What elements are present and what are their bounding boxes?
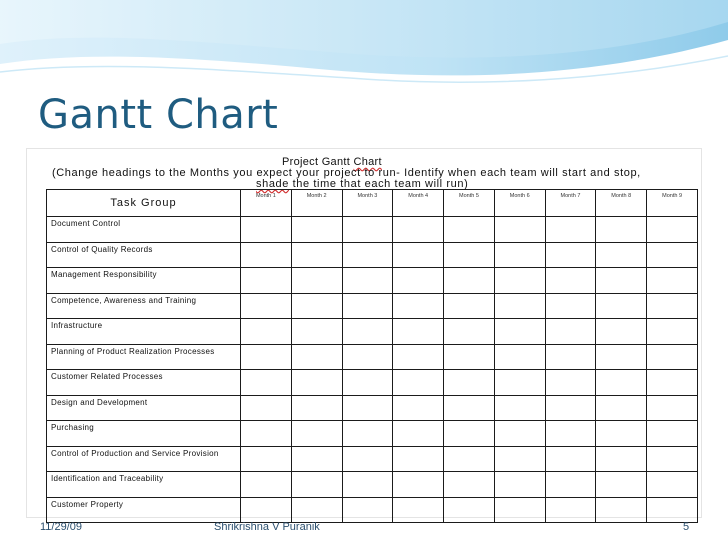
timeline-cell[interactable] xyxy=(545,472,596,498)
timeline-cell[interactable] xyxy=(494,242,545,268)
timeline-cell[interactable] xyxy=(596,217,647,243)
timeline-cell[interactable] xyxy=(647,395,698,421)
timeline-cell[interactable] xyxy=(342,344,393,370)
timeline-cell[interactable] xyxy=(342,446,393,472)
timeline-cell[interactable] xyxy=(596,242,647,268)
task-name: Customer Property xyxy=(47,497,241,523)
timeline-cell[interactable] xyxy=(241,268,292,294)
timeline-cell[interactable] xyxy=(241,497,292,523)
task-name: Purchasing xyxy=(47,421,241,447)
task-row xyxy=(47,370,698,396)
timeline-cell[interactable] xyxy=(647,497,698,523)
timeline-cell[interactable] xyxy=(342,319,393,345)
timeline-cell[interactable] xyxy=(596,344,647,370)
task-name: Competence, Awareness and Training xyxy=(47,293,241,319)
timeline-cell[interactable] xyxy=(444,293,495,319)
task-row xyxy=(47,497,698,523)
timeline-cell[interactable] xyxy=(494,446,545,472)
timeline-cell[interactable] xyxy=(393,268,444,294)
timeline-cell[interactable] xyxy=(494,395,545,421)
timeline-cell[interactable] xyxy=(393,319,444,345)
timeline-cell[interactable] xyxy=(647,370,698,396)
month-header: Month 8 xyxy=(596,190,647,217)
decorative-wave-header xyxy=(0,0,728,92)
timeline-cell[interactable] xyxy=(647,446,698,472)
task-row xyxy=(47,319,698,345)
task-row xyxy=(47,472,698,498)
footer-date: 11/29/09 xyxy=(40,521,83,533)
timeline-cell[interactable] xyxy=(494,217,545,243)
instruction-line-1: (Change headings to the Months you expect your project to run- Identify when each team will start and stop, xyxy=(52,167,641,179)
slide-title: Gantt Chart xyxy=(38,92,279,138)
timeline-cell[interactable] xyxy=(342,472,393,498)
timeline-cell[interactable] xyxy=(241,242,292,268)
sheet-title-prefix: Project Gantt xyxy=(282,156,354,168)
instruction-line-2-rest: the time that each team will run) xyxy=(288,178,469,190)
task-row xyxy=(47,217,698,243)
timeline-cell[interactable] xyxy=(393,497,444,523)
timeline-cell[interactable] xyxy=(393,217,444,243)
task-name: Identification and Traceability xyxy=(47,472,241,498)
footer-author: Shrikrishna V Puranik xyxy=(214,521,320,533)
task-name: Customer Related Processes xyxy=(47,370,241,396)
timeline-cell[interactable] xyxy=(444,319,495,345)
sheet-title-word: Chart xyxy=(353,156,382,168)
timeline-cell[interactable] xyxy=(291,217,342,243)
task-row xyxy=(47,242,698,268)
timeline-cell[interactable] xyxy=(342,370,393,396)
timeline-cell[interactable] xyxy=(342,395,393,421)
timeline-cell[interactable] xyxy=(291,395,342,421)
timeline-cell[interactable] xyxy=(647,293,698,319)
timeline-cell[interactable] xyxy=(647,217,698,243)
timeline-cell[interactable] xyxy=(494,319,545,345)
task-name: Management Responsibility xyxy=(47,268,241,294)
month-header: Month 5 xyxy=(444,190,495,217)
timeline-cell[interactable] xyxy=(545,370,596,396)
timeline-cell[interactable] xyxy=(444,268,495,294)
timeline-cell[interactable] xyxy=(596,395,647,421)
task-group-header: Task Group xyxy=(47,190,241,217)
timeline-cell[interactable] xyxy=(241,293,292,319)
timeline-cell[interactable] xyxy=(647,319,698,345)
gantt-body xyxy=(47,217,698,523)
month-header: Month 6 xyxy=(494,190,545,217)
month-header: Month 4 xyxy=(393,190,444,217)
timeline-cell[interactable] xyxy=(393,242,444,268)
timeline-cell[interactable] xyxy=(545,395,596,421)
task-name: Control of Quality Records xyxy=(47,242,241,268)
timeline-cell[interactable] xyxy=(545,344,596,370)
task-name: Planning of Product Realization Processes xyxy=(47,344,241,370)
timeline-cell[interactable] xyxy=(494,421,545,447)
month-header: Month 7 xyxy=(545,190,596,217)
timeline-cell[interactable] xyxy=(342,497,393,523)
task-name: Infrastructure xyxy=(47,319,241,345)
timeline-cell[interactable] xyxy=(241,319,292,345)
timeline-cell[interactable] xyxy=(291,497,342,523)
timeline-cell[interactable] xyxy=(291,293,342,319)
timeline-cell[interactable] xyxy=(444,472,495,498)
timeline-cell[interactable] xyxy=(444,344,495,370)
timeline-cell[interactable] xyxy=(494,497,545,523)
timeline-cell[interactable] xyxy=(494,293,545,319)
timeline-cell[interactable] xyxy=(494,344,545,370)
footer-page-number: 5 xyxy=(683,521,690,533)
timeline-cell[interactable] xyxy=(241,217,292,243)
timeline-cell[interactable] xyxy=(342,421,393,447)
timeline-cell[interactable] xyxy=(444,242,495,268)
timeline-cell[interactable] xyxy=(291,472,342,498)
timeline-cell[interactable] xyxy=(291,344,342,370)
timeline-cell[interactable] xyxy=(393,395,444,421)
timeline-cell[interactable] xyxy=(545,293,596,319)
timeline-cell[interactable] xyxy=(444,421,495,447)
timeline-cell[interactable] xyxy=(647,344,698,370)
timeline-cell[interactable] xyxy=(342,293,393,319)
timeline-cell[interactable] xyxy=(494,268,545,294)
timeline-cell[interactable] xyxy=(545,446,596,472)
task-row xyxy=(47,344,698,370)
task-row xyxy=(47,446,698,472)
timeline-cell[interactable] xyxy=(494,370,545,396)
timeline-cell[interactable] xyxy=(596,319,647,345)
gantt-header-row xyxy=(47,190,698,217)
timeline-cell[interactable] xyxy=(596,497,647,523)
month-header: Month 3 xyxy=(342,190,393,217)
timeline-cell[interactable] xyxy=(291,421,342,447)
timeline-cell[interactable] xyxy=(241,395,292,421)
timeline-cell[interactable] xyxy=(545,268,596,294)
timeline-cell[interactable] xyxy=(545,217,596,243)
timeline-cell[interactable] xyxy=(596,472,647,498)
timeline-cell[interactable] xyxy=(444,446,495,472)
timeline-cell[interactable] xyxy=(241,421,292,447)
timeline-cell[interactable] xyxy=(241,472,292,498)
task-row xyxy=(47,268,698,294)
timeline-cell[interactable] xyxy=(545,242,596,268)
task-row xyxy=(47,421,698,447)
month-header: Month 9 xyxy=(647,190,698,217)
timeline-cell[interactable] xyxy=(342,217,393,243)
timeline-cell[interactable] xyxy=(545,421,596,447)
timeline-cell[interactable] xyxy=(545,497,596,523)
task-name: Design and Development xyxy=(47,395,241,421)
timeline-cell[interactable] xyxy=(393,370,444,396)
timeline-cell[interactable] xyxy=(241,370,292,396)
timeline-cell[interactable] xyxy=(393,421,444,447)
timeline-cell[interactable] xyxy=(291,319,342,345)
timeline-cell[interactable] xyxy=(393,344,444,370)
task-name: Document Control xyxy=(47,217,241,243)
timeline-cell[interactable] xyxy=(241,344,292,370)
timeline-cell[interactable] xyxy=(393,472,444,498)
timeline-cell[interactable] xyxy=(291,446,342,472)
task-name: Control of Production and Service Provision xyxy=(47,446,241,472)
timeline-cell[interactable] xyxy=(545,319,596,345)
timeline-cell[interactable] xyxy=(596,421,647,447)
timeline-cell[interactable] xyxy=(393,446,444,472)
timeline-cell[interactable] xyxy=(342,242,393,268)
timeline-cell[interactable] xyxy=(596,293,647,319)
timeline-cell[interactable] xyxy=(291,242,342,268)
timeline-cell[interactable] xyxy=(596,370,647,396)
task-row xyxy=(47,395,698,421)
timeline-cell[interactable] xyxy=(241,446,292,472)
timeline-cell[interactable] xyxy=(342,268,393,294)
month-header: Month 1 xyxy=(241,190,292,217)
timeline-cell[interactable] xyxy=(444,395,495,421)
timeline-cell[interactable] xyxy=(494,472,545,498)
timeline-cell[interactable] xyxy=(596,446,647,472)
month-header: Month 2 xyxy=(291,190,342,217)
timeline-cell[interactable] xyxy=(291,370,342,396)
timeline-cell[interactable] xyxy=(647,421,698,447)
gantt-table xyxy=(46,189,698,523)
timeline-cell[interactable] xyxy=(444,217,495,243)
timeline-cell[interactable] xyxy=(291,268,342,294)
timeline-cell[interactable] xyxy=(393,293,444,319)
timeline-cell[interactable] xyxy=(444,370,495,396)
timeline-cell[interactable] xyxy=(647,472,698,498)
task-row xyxy=(47,293,698,319)
timeline-cell[interactable] xyxy=(596,268,647,294)
instruction-shade-word: shade xyxy=(256,178,289,190)
timeline-cell[interactable] xyxy=(647,268,698,294)
timeline-cell[interactable] xyxy=(647,242,698,268)
timeline-cell[interactable] xyxy=(444,497,495,523)
